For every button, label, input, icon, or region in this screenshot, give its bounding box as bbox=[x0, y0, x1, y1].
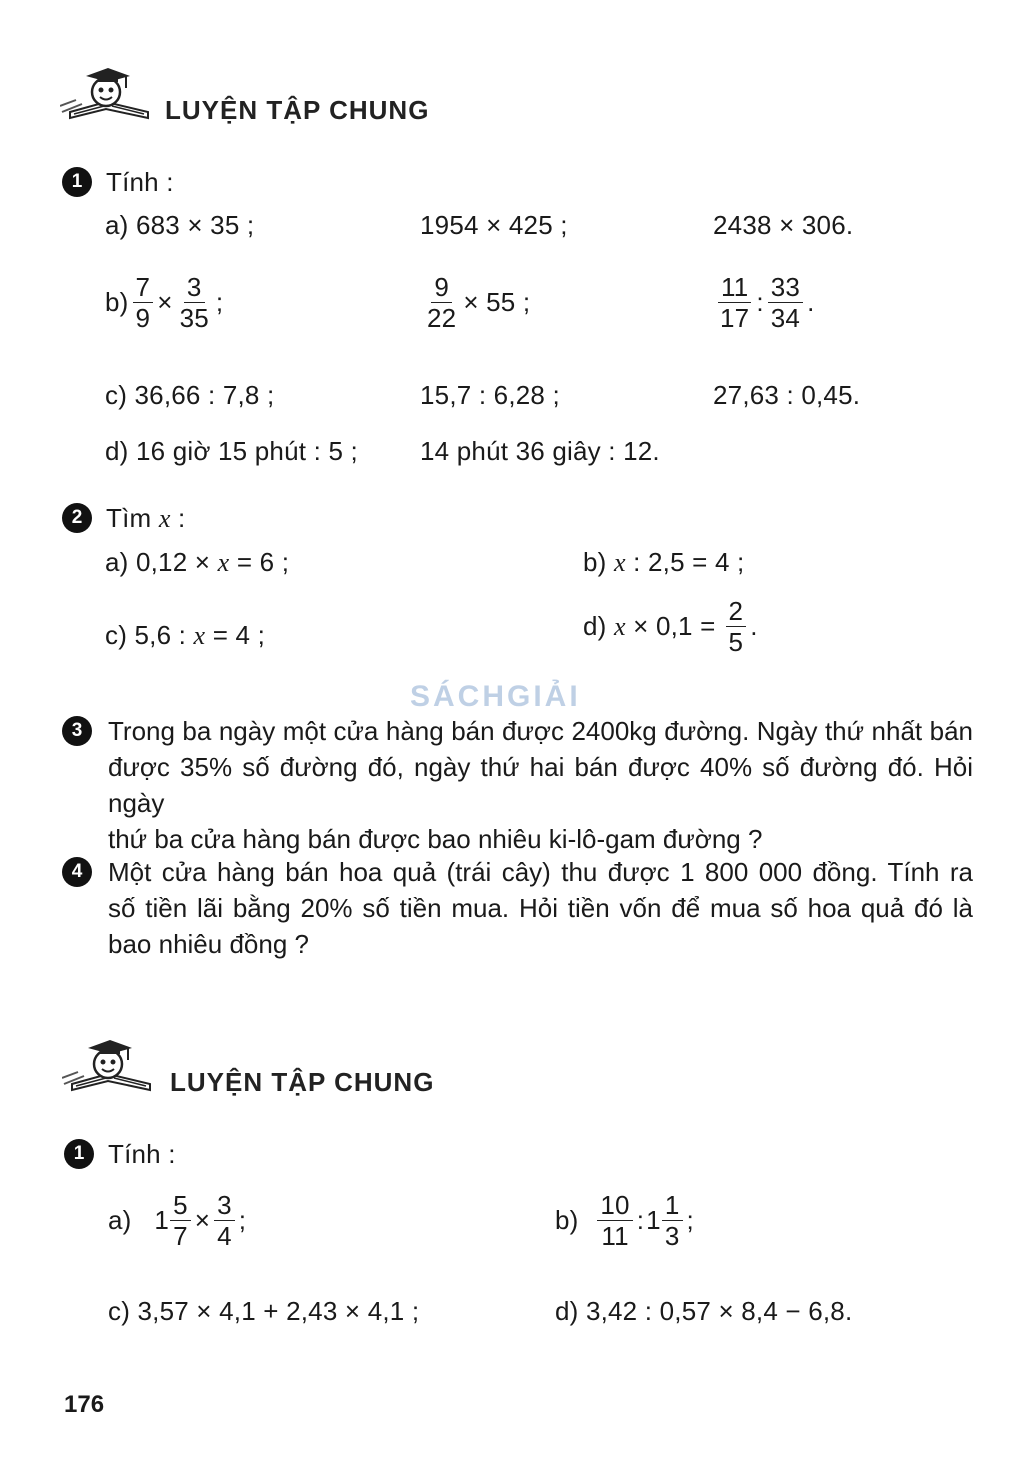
problem-b3: $\frac{11}{17}$ : $\frac{33}{34}$ . bbox=[713, 274, 815, 331]
exercise-heading: Tính : bbox=[108, 1139, 176, 1169]
exercise-number-badge: 1 bbox=[62, 167, 92, 197]
fraction: $\frac{5}{7}$ bbox=[170, 1192, 191, 1249]
label-b: b) bbox=[105, 287, 129, 317]
expr-a1: 683 × 35 ; bbox=[135, 210, 255, 240]
problem-b1: b) $\frac{7}{9}$ × $\frac{3}{35}$ ; bbox=[105, 272, 224, 333]
problem-s2-c: c) 3,57 × 4,1 + 2,43 × 4,1 ; bbox=[108, 1296, 420, 1326]
label-a: a) bbox=[105, 210, 129, 240]
word-problem-3: Trong ba ngày một cửa hàng bán được 2400kg đường. Ngày thứ nhất bán được 35% số đường đó, ngày thứ hai bán được 40% số đường đó. Hỏi ngày thứ ba cửa hàng bán được bao nhiêu ki-lô-gam đường ? bbox=[108, 716, 973, 854]
problem-d1: d) 16 giờ 15 phút : 5 ; bbox=[105, 436, 358, 466]
exercise-heading: Tìm x : bbox=[106, 503, 186, 533]
problem-2a: a) 0,12 × x = 6 ; bbox=[105, 547, 290, 577]
fraction: $\frac{11}{17}$ bbox=[717, 274, 752, 331]
problem-a1 bbox=[105, 210, 254, 241]
problem-2c: c) 5,6 : x = 4 ; bbox=[105, 620, 266, 650]
problem-s2-a: a) 1 $\frac{5}{7}$ × $\frac{3}{4}$ ; bbox=[108, 1190, 247, 1251]
problem-d2: 14 phút 36 giây : 12. bbox=[420, 436, 660, 466]
exercise-heading: Tính : bbox=[106, 167, 174, 197]
page-number: 176 bbox=[64, 1391, 105, 1418]
fraction: $\frac{3}{4}$ bbox=[214, 1192, 235, 1249]
exercise-number-badge: 4 bbox=[62, 857, 92, 887]
exercise-number-badge: 1 bbox=[64, 1139, 94, 1169]
problem-c3: 27,63 : 0,45. bbox=[713, 380, 861, 410]
section-title: LUYỆN TẬP CHUNG bbox=[165, 95, 430, 125]
label-c: c) bbox=[105, 380, 128, 410]
exercise-number-badge: 2 bbox=[62, 503, 92, 533]
problem-s2-d: d) 3,42 : 0,57 × 8,4 − 6,8. bbox=[555, 1296, 853, 1326]
problem-a2: 1954 × 425 ; bbox=[420, 210, 568, 240]
problem-c1: c) 36,66 : 7,8 ; bbox=[105, 380, 275, 410]
exercise-number-badge: 3 bbox=[62, 716, 92, 746]
fraction: $\frac{7}{9}$ bbox=[133, 274, 154, 331]
fraction: $\frac{2}{5}$ bbox=[726, 598, 747, 655]
fraction: $\frac{1}{3}$ bbox=[662, 1192, 683, 1249]
problem-b2: $\frac{9}{22}$ × 55 ; bbox=[420, 274, 530, 331]
section-title: LUYỆN TẬP CHUNG bbox=[170, 1067, 435, 1097]
problem-a3: 2438 × 306. bbox=[713, 210, 854, 240]
fraction: $\frac{9}{22}$ bbox=[427, 272, 457, 333]
problem-c2: 15,7 : 6,28 ; bbox=[420, 380, 560, 410]
word-problem-4: Một cửa hàng bán hoa quả (trái cây) thu được 1 800 000 đồng. Tính ra số tiền lãi bằng 20% số tiền mua. Hỏi tiền vốn để mua số hoa quả đó là bao nhiêu đồng ? bbox=[108, 857, 973, 959]
problem-2b: b) x : 2,5 = 4 ; bbox=[583, 547, 745, 577]
fraction: $\frac{33}{34}$ bbox=[768, 274, 803, 331]
student-mascot-icon bbox=[60, 62, 158, 124]
label-d: d) bbox=[105, 436, 129, 466]
fraction: $\frac{10}{11}$ bbox=[597, 1192, 632, 1249]
fraction: $\frac{3}{35}$ bbox=[179, 272, 209, 333]
problem-2d: d) x × 0,1 = $\frac{2}{5}$ . bbox=[583, 596, 758, 657]
problem-s2-b: b) $\frac{10}{11}$ : 1 $\frac{1}{3}$ ; bbox=[555, 1190, 694, 1251]
watermark-logo: SÁCHGIẢI bbox=[410, 680, 581, 713]
student-mascot-icon bbox=[62, 1034, 160, 1096]
